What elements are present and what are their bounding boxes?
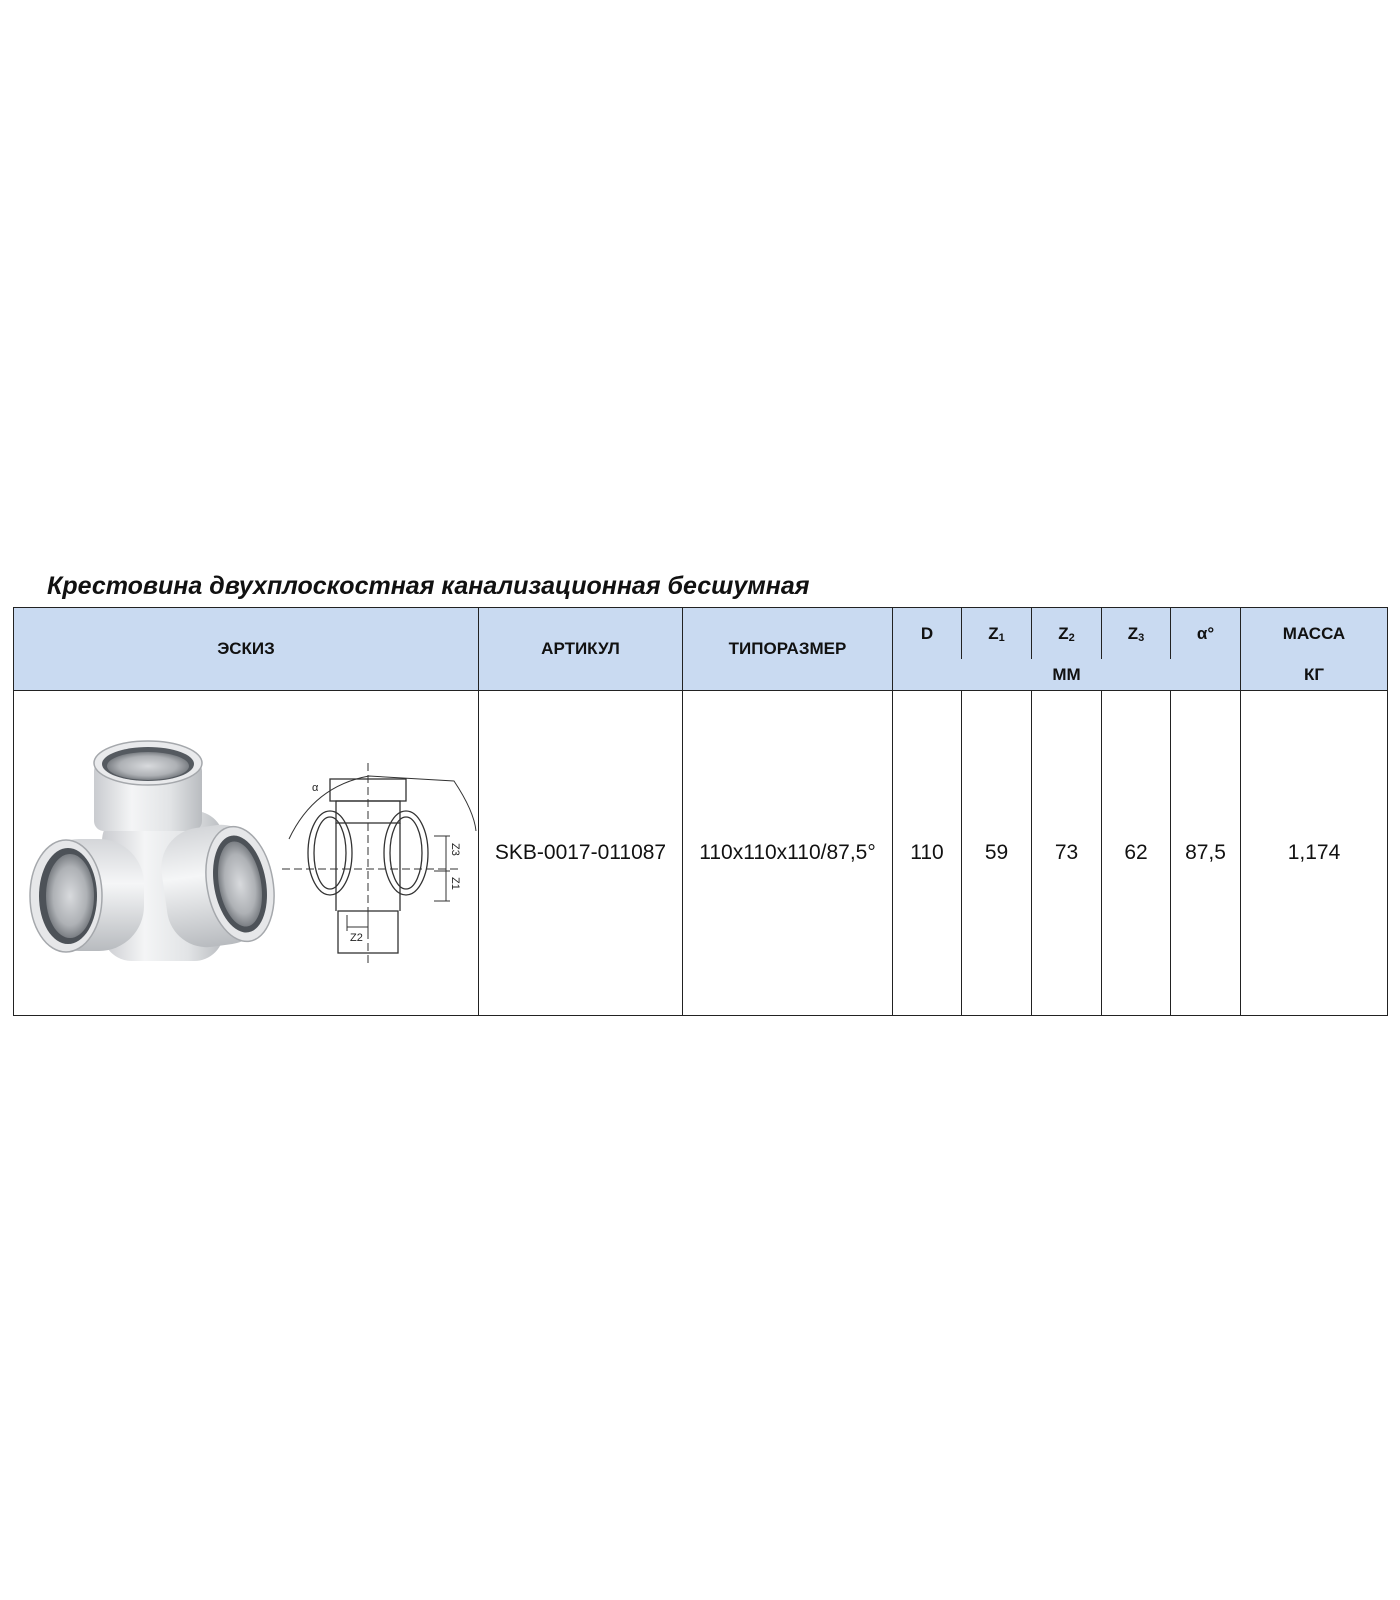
header-z3 [1102,608,1171,660]
header-size: ТИПОРАЗМЕР [683,608,893,691]
header-z1-letter: Z [988,623,999,643]
header-d: D [893,608,962,660]
label-z2: Z2 [350,932,363,944]
cell-article: SKB-0017-011087 [479,691,683,1016]
pipe-cross-illustration [14,691,484,1015]
unit-mm: ММ [893,659,1241,691]
cell-alpha: 87,5 [1171,691,1241,1016]
cell-z2: 73 [1032,691,1102,1016]
header-z2-letter: Z [1058,623,1069,643]
cell-size: 110х110х110/87,5° [683,691,893,1016]
cell-d: 110 [893,691,962,1016]
header-sketch: ЭСКИЗ [14,608,479,691]
label-alpha: α [312,782,319,794]
header-z3-index: 3 [1138,631,1145,644]
header-alpha: α° [1171,608,1241,660]
page-title: Крестовина двухплоскостная канализационная бесшумная [47,572,810,600]
cell-z3: 62 [1102,691,1171,1016]
pipe-photo [30,741,283,961]
table-row [14,691,1388,1016]
header-z3-letter: Z [1127,623,1139,643]
drawing-labels [312,782,461,944]
header-z1 [962,608,1032,660]
cell-z1: 59 [962,691,1032,1016]
label-z1: Z1 [449,877,461,890]
cell-mass: 1,174 [1241,691,1388,1016]
sketch-cell [14,691,479,1016]
header-z1-index: 1 [998,631,1005,644]
spec-table [13,607,1388,1016]
header-row [14,608,1388,660]
header-article: АРТИКУЛ [479,608,683,691]
header-mass: МАССА [1241,608,1388,660]
unit-kg: КГ [1241,659,1388,691]
header-z2 [1032,608,1102,660]
label-z3: Z3 [449,843,461,856]
header-z2-index: 2 [1068,631,1075,644]
